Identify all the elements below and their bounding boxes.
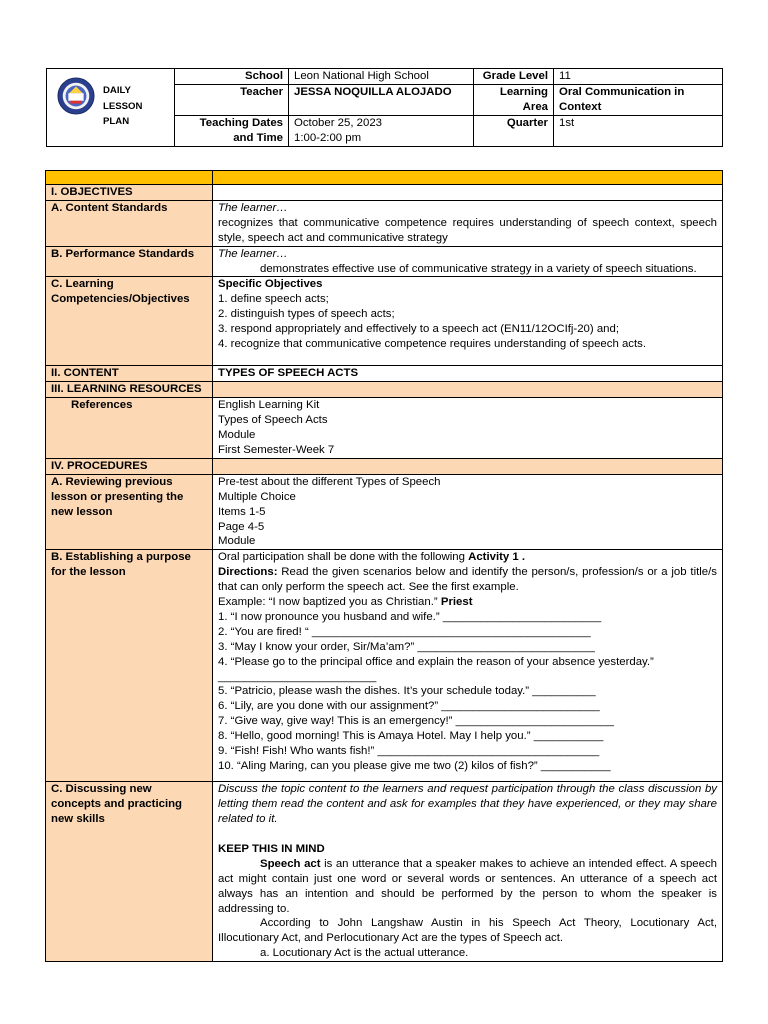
dlp-title: [103, 83, 142, 130]
objectives-heading: I. OBJECTIVES: [46, 185, 213, 201]
procedure-a-row: [46, 474, 723, 550]
activity-intro: [218, 550, 717, 565]
reference-item: First Semester-Week 7: [218, 443, 335, 456]
performance-standards-lead: The learner…: [218, 247, 288, 260]
specific-objective-item: 2. distinguish types of speech acts;: [218, 308, 395, 321]
procedure-a-label-line: A. Reviewing previous: [51, 475, 173, 488]
competencies-row: [46, 277, 723, 366]
activity-item: 1. “I now pronounce you husband and wife.” _________________________: [218, 610, 602, 623]
learning-area-label-line: Learning: [499, 86, 548, 98]
procedures-row: [46, 458, 723, 474]
references-label-cell: [46, 398, 213, 459]
gold-header-row: [46, 171, 723, 185]
procedure-b-row: [46, 550, 723, 782]
speech-act-text: is an utterance that a speaker makes to achieve an intended effect. A speech act might contain just one word or several words or sentences. An utterance of a speech act always has an intention and should be performed by the person to whom the speaker is addressing to.: [218, 857, 717, 915]
reference-item: Types of Speech Acts: [218, 414, 328, 427]
content-row: [46, 366, 723, 382]
content-standards-text: recognizes that communicative competence requires understanding of speech context, speech style, speech act and communicative strategy: [218, 216, 717, 244]
procedures-heading: IV. PROCEDURES: [46, 458, 213, 474]
locutionary-item: a. Locutionary Act is the actual utterance.: [260, 947, 469, 960]
activity-intro-text: Oral participation shall be done with the following: [218, 551, 469, 564]
logo-cell: [47, 69, 175, 147]
content-value: TYPES OF SPEECH ACTS: [213, 366, 723, 382]
dates-value-line: October 25, 2023: [294, 117, 383, 129]
activity-item: 2. “You are fired! “ ____________________________________________: [218, 625, 591, 638]
content-standards-cell: [213, 200, 723, 246]
dlp-line: DAILY: [103, 85, 131, 96]
specific-objective-item: 4. recognize that communicative competence requires understanding of speech acts.: [218, 338, 647, 351]
performance-standards-row: [46, 246, 723, 277]
procedure-c-label: [46, 782, 213, 962]
learning-area-value-line: Oral Communication in: [559, 86, 685, 98]
activity-item: _________________________: [218, 670, 377, 683]
performance-standards-label: B. Performance Standards: [46, 246, 213, 277]
procedure-c-label-line: concepts and practicing: [51, 798, 183, 811]
activity-item: 7. “Give way, give way! This is an emergency!” _________________________: [218, 715, 614, 728]
activity-item: 5. “Patricio, please wash the dishes. It’s your schedule today.” __________: [218, 685, 596, 698]
school-value: Leon National High School: [289, 69, 474, 85]
example: [218, 595, 717, 610]
directions-text: Read the given scenarios below and identify the person/s, profession/s or a job title/s that can only perform the speech act. See the first example.: [218, 566, 717, 594]
specific-objective-item: 3. respond appropriately and effectively to a speech act (EN11/12OCIfj-20) and;: [218, 323, 620, 336]
procedure-b-label-line: B. Establishing a purpose: [51, 551, 191, 564]
dates-label-line: and Time: [233, 132, 283, 144]
competencies-label-line: Competencies/Objectives: [51, 293, 190, 306]
grade-value: 11: [554, 69, 723, 85]
quarter-label: Quarter: [474, 116, 554, 147]
activity-item: 9. “Fish! Fish! Who wants fish!” ___________________________________: [218, 745, 600, 758]
procedure-c-cell: [213, 782, 723, 962]
activity-item: 8. “Hello, good morning! This is Amaya Hotel. May I help you.” ___________: [218, 730, 604, 743]
content-standards-row: [46, 200, 723, 246]
speech-act-definition: [218, 857, 717, 917]
references-cell: [213, 398, 723, 459]
procedure-a-line: Page 4-5: [218, 520, 265, 533]
activity-item: 4. “Please go to the principal office and explain the reason of your absence yesterday.”: [218, 655, 654, 668]
references-label: References: [71, 399, 133, 412]
speech-act-term: Speech act: [260, 857, 321, 870]
school-label: School: [175, 69, 289, 85]
learning-area-value: [554, 85, 723, 116]
dates-label-line: Teaching Dates: [199, 117, 283, 129]
procedure-b-cell: [213, 550, 723, 782]
learning-area-value-line: Context: [559, 101, 602, 113]
competencies-label-line: C. Learning: [51, 278, 114, 291]
header-table: [46, 68, 723, 147]
teacher-label: Teacher: [175, 85, 289, 116]
activity-item: 10. “Aling Maring, can you please give me two (2) kilos of fish?” ___________: [218, 760, 611, 772]
dates-label: [175, 116, 289, 147]
procedure-a-label-line: new lesson: [51, 505, 113, 518]
dlp-line: PLAN: [103, 116, 130, 127]
directions: [218, 565, 717, 595]
example-answer: Priest: [440, 596, 473, 609]
content-standards-label: A. Content Standards: [46, 200, 213, 246]
procedure-a-label-line: lesson or presenting the: [51, 490, 184, 503]
activity-item: 6. “Lily, are you done with our assignment?” _________________________: [218, 700, 600, 713]
competencies-label: [46, 277, 213, 366]
reference-item: Module: [218, 429, 256, 442]
dates-value-line: 1:00-2:00 pm: [294, 132, 362, 144]
discussion-intro: Discuss the topic content to the learners and request participation through the class discussion by letting them read the content and ask for examples that they have experienced, or they may share related to it.: [218, 783, 717, 826]
directions-label: Directions:: [218, 566, 278, 579]
specific-objective-item: 1. define speech acts;: [218, 293, 329, 306]
example-text: Example: “I now baptized you as Christian.”: [218, 596, 441, 609]
procedure-a-line: Items 1-5: [218, 505, 266, 518]
procedure-b-label: [46, 550, 213, 782]
dates-value: [289, 116, 474, 147]
procedure-c-label-line: C. Discussing new: [51, 783, 152, 796]
austin-paragraph: According to John Langshaw Austin in his Speech Act Theory, Locutionary Act, Illocutionary Act, and Perlocutionary Act are the types of Speech act.: [218, 917, 717, 945]
learning-area-label-line: Area: [522, 101, 548, 113]
procedure-a-cell: [213, 474, 723, 550]
procedure-a-line: Multiple Choice: [218, 490, 296, 503]
resources-heading: III. LEARNING RESOURCES: [46, 382, 213, 398]
resources-row: [46, 382, 723, 398]
teacher-value: JESSA NOQUILLA ALOJADO: [289, 85, 474, 116]
procedure-a-label: [46, 474, 213, 550]
deped-seal-icon: [57, 77, 95, 115]
objectives-row: [46, 185, 723, 201]
lesson-plan-table: [45, 170, 723, 962]
procedure-c-row: [46, 782, 723, 962]
quarter-value: 1st: [554, 116, 723, 147]
reference-item: English Learning Kit: [218, 399, 320, 412]
activity-item: 3. “May I know your order, Sir/Ma’am?” ____________________________: [218, 640, 595, 653]
procedure-a-line: Pre-test about the different Types of Speech: [218, 475, 441, 488]
procedure-a-line: Module: [218, 535, 256, 548]
performance-standards-cell: [213, 246, 723, 277]
dlp-line: LESSON: [103, 100, 143, 112]
learning-area-label: [474, 85, 554, 116]
procedure-b-label-line: for the lesson: [51, 566, 126, 579]
content-standards-lead: The learner…: [218, 201, 288, 214]
grade-label: Grade Level: [474, 69, 554, 85]
references-row: [46, 398, 723, 459]
keep-in-mind-heading: KEEP THIS IN MIND: [218, 842, 325, 855]
performance-standards-text: demonstrates effective use of communicative strategy in a variety of speech situations.: [260, 262, 697, 275]
specific-objectives-heading: Specific Objectives: [218, 278, 323, 291]
procedure-c-label-line: new skills: [51, 813, 105, 826]
competencies-cell: [213, 277, 723, 366]
activity-title: Activity 1 .: [468, 551, 526, 564]
content-heading: II. CONTENT: [46, 366, 213, 382]
